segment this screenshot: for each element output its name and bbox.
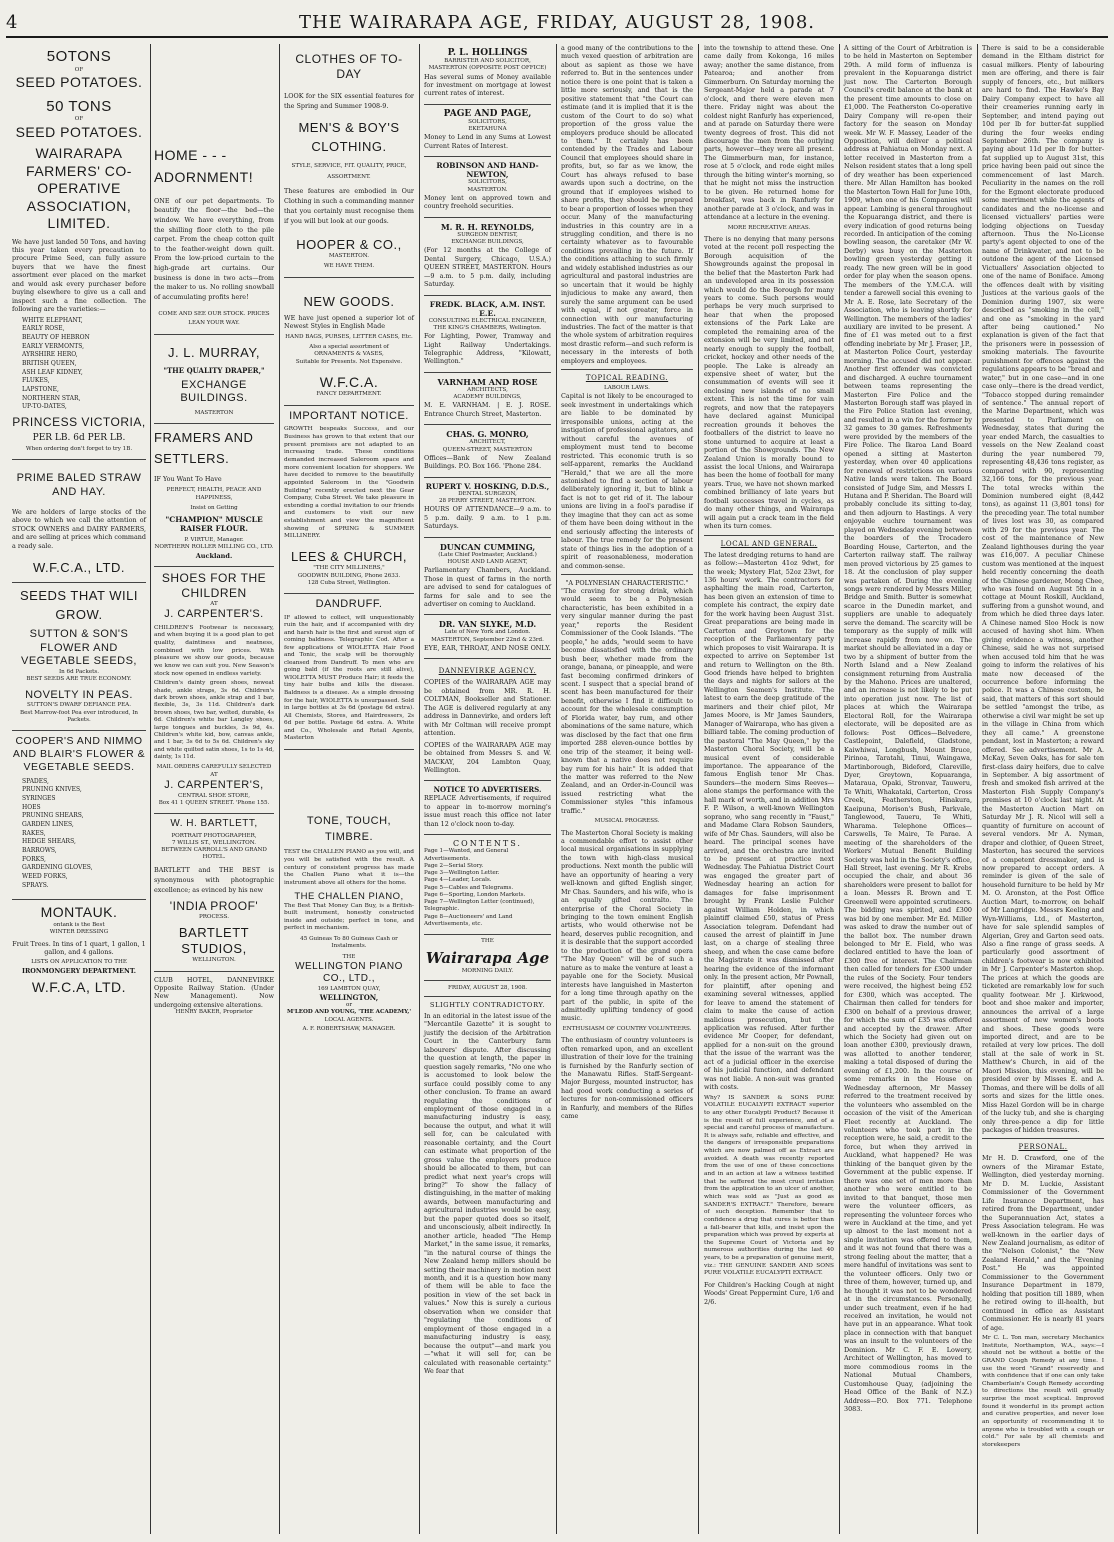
ad-signature: HENRY BAKER, Proprietor [175,1009,253,1016]
ad-line: HOOPER & CO., [296,236,402,252]
column-5 [557,44,697,1534]
ad-note: When ordering don't forget to try 1B. [25,446,133,453]
article-body: There is said to be a considerable demand in the Eltham district for casual milkers. Plenty of labouring men are offering, and there is fair supply of fencers, etc., but milkers are hard to find. The Hawke's Bay Dairy Company expect to have all their creameries running early in September, and intend paying out 10d per lb for butter-fat supplied during the four weeks ending September 26th. The company is paying about 11d per lb for butter-fat supplied up to August 31st, this price having been paid out since the commencement of last March. Peculiarity in the names on the roll for the Egmont electorate produced some merriment while the agents of candidates and the no-license and licensed victuallers' parties were lodging objections on Tuesday afternoon. Thus the No-License party's agent objected to one of the name of Drinkwater, and not to be outdone the agent of the Licensed Victuallers' Association objected to one of the name of Boniface. Among the offences dealt with by visiting Justices at the various gaols of the Dominion during 1907, six were described as "smoking in the cell," and one as "smoking in the yard after being cautioned." No explanation is given of the fact that the prisoners were in possession of smoking materials. The favourite punishment for offences against the regulations appears to be "bread and water," but in one case—and in one case only—there is the dread verdict, "Tobacco stopped during remainder of sentence." The annual report of the Marine Department, which was presented to Parliament on Wednesday, states that during the year ended March, the casualties to vessels on the New Zealand coast during the year numbered 79, representing 48,436 tons register, as compared with 90, representing 32,166 tons, for the previous year. The total wrecks within the Dominion numbered eight (8,442 tons), as against 11 (3,801 tons) for the preceding year. The total number of lives lost was 30, as compared with 29 for the previous year. The cost of the maintenance of New Zealand lighthouses during the year was £16,007. A peculiar Chinese custom was mentioned at the inquest held recently concerning the death of the Chinese gardener, Mong Chee, who was found on August 5th in a cottage at Mount Roskill, Auckland, suffering from a gunshot wound, and from which he died three days later. A Chinese named Sloo Hock is now accused of having shot him. When giving evidence a witness, another Chinese, said he was not surprised when accused told him that he was going to inform the relatives of his mate now deceased of the occurrence before informing the police. It was a Chinese custom, he said, that matters of this sort should be settled "amongst the tribe, as otherwise a civil war might be set up in the village in China from which they all came." A greenstone pendant, lost in Masterton; a reward offered. See advertisement. Mr A. McKay, Seven Oaks, has for sale ten first-class dairy heifers, due to calve in September. A big assortment of fresh and smoked fish arrived at the Masterton Fish Supply Company's premises at 10 o'clock last night. At the Masterton Auction Mart on Saturday Mr J. R. Nicol will sell a quantity of furniture on account of several vendors. Mr A. Nyman, draper and clothier, of Queen Street, Masterton, has secured the services of a competent dressmaker, and is now prepared to accept orders. A reminder is given of the sale of household furniture to be held by Mr M. O. Aronston, at the Post Office Auction Mart, to-morrow, on behalf of Mr Langridge. Messrs Keeling and Wyn-Williams, Ltd., of Masterton, have for sale splendid samples of Algerian, Grey and Garton seed oats. Also a fine range of grass seeds. A particularly good assortment of children's footwear is now exhibited in Mr J. Carpenter's Masterton shop. The prices at which the goods are ticketed are remarkably low for such quality footwear. Mr J. Kirkwood, boot and shoe maker and importer, announces the arrival of a large assortment of new women's boots and shoes. These goods were imported direct, and are to be retailed at very low prices. The doll stall at the sale of work in St. Matthew's Church, in aid of the Maori Mission, this evening, will be presided over by Misses E. and A. Thomas, and there will be dolls of all sorts and sizes for the little ones. Miss Hazel Gordon will be in charge of the lucky tub, and she is charging only three-pence a dip for little packages of hidden treasures. [982,44,1104,1134]
contents-item: Page 5—Cables and Telegrams. [424,884,514,891]
cough-remedy-ad: Mr C. L. Ton man, secretary Mechanics Institute, Northampton, W.A., says:—I should not be without a bottle of the GRAND Cough Remedy at any time. I use the word "Grand" reservedly and with confidence that if one can only take Chamberlain's Cough Remedy according to directions the result will greatly surprise the most sceptical. Improved found it wonderful in its prompt action and curative properties, and never lose an opportunity of recommending it to anyone who is troubled with a cough or cold." For sale by all chemists and storekeepers [982,1334,1104,1448]
ad-line: LOCAL AGENTS. [324,1016,374,1023]
card-body: Offices—Bank of New Zealand Buildings. P.O. Box 166. 'Phone 284. [424,453,551,471]
ad-signature: W.F.C.A. [319,373,379,390]
list-item: FORKS, [22,855,46,863]
ad-title: SEEDS THAT WILI GROW. [19,588,139,622]
list-item: HEDGE SHEARS, [22,838,76,846]
ad-line: 50 TONS [46,97,112,115]
ad-line: LISTS ON APPLICATION TO THE [31,959,127,966]
contents-item: Page 4—Leader, Locals. [424,877,492,884]
list-item: AYRSHIRE HERO, [22,351,78,359]
ad-body: Children's dainty green shoes, neweat shade, ankle straps, 3s 6d. Children's dark brown shoes, ankle strap and 1 bar, flexible, 3s, 3s 11d. Children's dark brown shoes, two bar, welted, durable, 4s 6d. Children's white bar Langley shoes, large tongues and buckles, 3s 9d, 4s. Children's white kid, bow, canvas ankle, and 1 bar, 3s 6d to 5s 6d. Children's sky and white quilted satin shoes, 1s to 1s 4d, dainty, 1s 11d. [154,680,274,760]
column-7 [840,44,976,1534]
card-address: MASTERTON (OPPOSITE POST OFFICE) [428,65,547,72]
card-name: DUNCAN CUMMING, [439,541,536,552]
list-item: SPRAYS. [22,881,49,889]
ad-footer: COME AND SEE OUR STOCK. PRICES LEAN YOUR WAY. [158,311,270,327]
club-hotel-ad [154,972,274,1023]
ad-line: In 6d Packets. [58,669,100,676]
ad-line: 5OTONS [46,48,112,65]
divider [561,369,693,370]
ad-line: BETWEEN CARROLL'S AND GRAND HOTEL. [161,847,267,861]
paper-date: FRIDAY, AUGUST 28, 1908. [447,984,528,991]
divider [982,1138,1104,1139]
article-body: Mr H. D. Crawford, one of the owners of the Miramar Estate, Wellington, died yesterday morning. Mr D. M. Luckie, Assistant Commissioner of the Government Life Insurance Department, has retired from the Department, under the Superannuation Act, states a Press Association telegram. He was well-known in the earlier days of New Zealand journalism, as editor of the "Nelson Colonist," the "New Zealand Herald," and the "Evening Post." He was appointed Commissioner to the Government Insurance Department in 1879, holding that position till 1889, when he retired owing to ill-health, but continued in office as Assistant Commissioner. He is nearly 81 years of age. [982,1154,1104,1332]
divider [704,535,834,536]
ad-line: or [345,1002,353,1009]
column-6 [700,44,838,1534]
professional-card [424,615,551,659]
list-item: EARLY ROSE, [22,325,65,333]
ad-body: We are holders of large stocks of the above to which we call the attention of STOCK OWNERS and DAIRY FARMERS, and are selling at prices which command a ready sale. [12,507,146,550]
ad-title: CLOTHES OF TO-DAY [295,52,403,81]
ad-line: NOVELTY IN PEAS. [25,688,133,701]
ad-body: GROWTH bespeaks Success, and our Business has grown to that extent that our present premises are not adapted to an increasing trade. These conditions demanded increased Saleroom space and more convenient location for shoppers. We have decided to remove to the beautifully appointed Saleroom in the "Goodwin Building" recently erected next the Gear Company, Cuba Street. We take pleasure in extending a cordial invitation to our friends and customers to visit our new establishment and view the magnificent showing of SPRING & SUMMER MILLINERY. [284,426,414,540]
card-role: SOLICITORS, [468,118,507,125]
list-item: PRUNING SHEARS, [22,812,84,820]
card-address: 28 PERRY STREET, MASTERTON. [438,498,537,505]
ad-line: MEN'S & BOY'S CLOTHING. [298,119,400,155]
professional-card [424,44,551,105]
ad-signature: W.F.C.A., LTD. [33,560,125,576]
ad-line: SUTTON'S DWARF DEFIANCE PEA. [26,702,131,709]
dandruff-ad [284,594,414,750]
card-role: BARRISTER AND SOLICITOR, [444,58,531,64]
card-name: CHAS. G. MONRO, [446,429,529,440]
ad-line: Auckland. [195,551,233,560]
price: PER LB. 6d PER LB. [32,433,126,444]
ad-line: 45 Guineas To 80 Guineas Cash or Instalments. [300,936,398,950]
card-address: MASTERTON. [467,186,508,193]
column-4 [420,44,555,1534]
ad-line: HAND BAGS, PURSES, LETTER CASES, Etc. [285,333,413,340]
list-item: BEAUTY OF HEBRON [22,333,90,341]
ad-title: MONTAUK. [40,904,118,921]
card-name: M. R. H. REYNOLDS, [440,221,535,232]
dannevirke-agency [424,659,551,781]
card-body: Money lent on approved town and country freehold securities. [424,193,551,211]
home-adornment-ad [154,140,274,335]
list-item: FLUKES, [22,377,50,385]
article-body: There is no denying that many persons voted at the recent poll respecting the Borough acquisition of the Showgrounds against the proposal in the belief that the Masterton Park had an undeveloped area in its possession which would do the Borough for many years to come. Such persons would perhaps be very much surprised to hear that when the proposed extensions of the Park Lake are completed the remaining area of the extension will be very limited, and not nearly enough to supply the football, cricket, hockey and other needs of the people. The Lake is already an expensive sheet of water, but the consummation of events will see it enclosing new islands of no small extent. This is not the time for vain regrets, and now that the ratepayers have declared against Municipal recreation grounds it behoves the footballers of the district to leave no stone unturned to acquire at least a portion of the Showgrounds. The New Zealand Union is morally bound to assist the local Unions, and Wairarapa has been the home of football for many years. True, we have not shown marked combined brilliancy of late years but football successes travel in cycles, as do many other things, and Wairarapa will again put a crack team in the field when its turn comes. [704,234,834,531]
ad-title: COOPER'S AND NIMMO AND BLAIR'S FLOWER & VEGETABLE SEEDS. [12,735,146,774]
article-body: "The craving for strong drink, which would seem to be a Polynesian characteristic, has been exhibited in a very singular manner during the past year," reports the Resident Commissioner of the Cook Islands. "The people," he adds, "would seem to have become dissatisfied with the ordinary bush beer, whether made from the orange, banana, or pineapple, and were fast becoming confirmed drinkers of scent. I suspect that a special brand of scent has been manufactured for their benefit, otherwise I find it difficult to account for the wholesale consumption of Florida water, bay rum, and other abominations of the same nature, which was disclosed by the fact that one firm imported 288 eleven-ounce bottles by one trip of the steamer, it being well-known that a native does not require bay rum for his hair." It is added that the matter was referred to the New Zealand, and an Order-in-Council was issued restricting what the Commissioner styles "this infamous traffic." [561,587,693,815]
ad-line: J. CARPENTER'S. [164,608,264,621]
card-role: SOLICITORS, [468,179,507,186]
column-8 [978,44,1108,1534]
ad-line: J. CARPENTER'S, [164,778,264,791]
ad-body: These features are embodied in Our Clothing in such a commanding manner that you certainly must recognise them if you will but look at our goods. [284,187,414,225]
ad-title: W. H. BARTLETT, [170,818,258,830]
article-body: In an editorial in the latest issue of the "Mercantile Gazette" it is sought to justify the decision of the Arbitration Court in the Canterbury farm labourers' dispute. After discussing the question at length, the paper in question sagely remarks, "No one who is accustomed to look below the surface could possibly come to any other conclusion. To frame an award regulating the conditions of employment of those engaged in a manufacturing industry is easy, because the output, and what it will sell for, can be calculated with reasonable certainty, and the Court can estimate what proportion of the gross value the employers produce should be allocated to them, but can predict what next year's crops will bring?" To show the fallacy of distinguishing, in the matter of making awards, between manufacturing and agricultural industries would be easy, but the paper quoted does so itself, and unconsciously, albeit indirectly. In another article, headed "The Hemp Market," in the same issue, it remarks, "in the natural course of things the New Zealand hemp millers should be setting their machinery in motion next month, and it is a question how many of them will be able to face the position in view of the set back in values." Now this is surely a curious observation when we consider that "regulating the conditions of employment of those engaged in a manufacturing industry is easy, because the output"—and mark you—"what it will sell for, can be calculated with reasonable certainty." We fear that [424,1011,551,1375]
article-body: The Masterton Choral Society is making a commendable effort to assist other local musical organisations in supplying the town with high-class musical productions. Next month the public will have an opportunity of hearing a very well-known and gifted English singer, Mr Chas. Saunders, and his wife, who is an equally gifted contralto. The enterprise of the Choral Society in bringing to the town eminent English artists, who would otherwise not be heard, deserves public recognition, and it is desirable that the support accorded to the production of the grand opera "The May Queen" will be of such a nature as to make the venture at least a payable one for the Society. Musical interests have languished in Masterton for a long time through apathy on the part of the public, in spite of the admittedly uplifting tendency of good music. [561,828,693,1023]
ad-line: MAIL ORDERS CAREFULLY SELECTED AT [156,764,272,778]
montauk-ad [12,900,146,1002]
card-role: ARCHITECTS, [467,386,508,393]
ad-line: WELLINGTON PIANO CO., LTD., [295,960,403,985]
column-rule [698,44,699,1534]
ad-line: OF [74,116,84,123]
card-name: DR. VAN SLYKE, M.D. [438,619,537,630]
list-item: SPADES, [22,777,49,785]
bartlett-ad [154,814,274,971]
article-heading: TOPICAL READING. [585,374,669,383]
section-heading: DANNEVIRKE AGENCY. [438,667,537,676]
ad-body: IF allowed to collect, will unquestionably ruin the hair, and if accompanied with dry and harsh hair is the first and surest sign of coming baldness. Telegraphic Cod. After a few applications of WIOLETTA Hair Food and Tonic, the scalp will be thoroughly cleansed from Dandruff. To men who are going bald (if the roots are still alive), WIOLETTA MUST Produce Hair; it feeds the tiny hair bulbs and kills the disease. Baldness is a disease. As a simple dressing for the hair, WIOLETTA is unsurpassed. Sold in large bottles at 3s 6d (postage 6d extra). All Chemists, Stores, and Hairdressers, 2s 6d per bottle. Postage 6d extra. A. White and Co., Wholesale and Retail Agents, Masterton [284,614,414,742]
contents-item: Page 7—Wellington Letter (continued), Telegraphic. [424,899,535,913]
card-name: P. L. HOLLINGS [447,48,528,58]
paper-nameplate: Wairarapa Age [425,949,550,968]
cooper-seeds-ad [12,731,146,900]
ad-line: PERFECT, HEALTH, PEACE AND HAPPINESS, [166,487,262,501]
ad-line: Best Marrow-foot Pea ever introduced, In Packets. [19,709,139,723]
murray-ad [154,335,274,424]
card-body: Has several sums of Money available for investment on mortgage at lowest current rates of interest. [424,72,551,98]
article-subheading: LABOUR LAWS. [604,385,650,392]
article-body: The enthusiasm of country volunteers is often remarked upon, and an excellent illustration of their love for the training is furnished by the Ranfurly section of the Manawatu Rifles. Staff-Sergeant-Major Burgess, mounted instructor, has had good work conducting a series of lectures for non-commissioned officers in Ranfurly, and members of the Rifles came [561,1036,693,1121]
ad-title: TONE, TOUCH, TIMBRE. [306,814,392,843]
professional-card [424,373,551,425]
article-heading: ENTHUSIASM OF COUNTRY VOLUNTEERS. [562,1025,692,1032]
ad-line: 7 WILLIS ST., WELLINGTON. [171,839,257,846]
clothes-ad [284,44,414,278]
ad-line: SEED POTATOES. [15,123,143,140]
card-role: DENTAL SURGEON, [458,490,517,497]
ad-title: DANDRUFF. [315,598,383,611]
ad-line: MASTERTON. [328,253,370,260]
contents-box [424,835,551,935]
eucalypti-ad: Why? IS SANDER & SONS PURE VOLATILE EUCALYPTI EXTRACT superior to any other Eucalypti Product? Because it is the result of full experience, and of a special and careful process of manufacture. It is always safe, reliable and effective, and the dangers of irresponsible preparations which are now palmed off as Extract are avoided. A death was recently reported from the use of one of these concoctions and in an action at law a witness testified that he suffered the most cruel irritation from the application to an ulcer of another, which was sold as "Just as good as SANDER'S EXTRACT." Therefore, beware of such deception. Remember that to confidence a drug that cures is better than a fall-bearer that kills, and insist upon the preparation which was proved by experts at the Supreme Court of Victoria and by numerous authorities during the last 40 years, to be a preparation of genuine merit, viz.: THE GENUINE SANDER AND SONS PURE VOLATILE EUCALYPTI EXTRACT. [704,1094,834,1277]
ad-line: THE [342,953,356,960]
ad-line: WE HAVE THEM. [323,263,375,270]
ad-line: STYLE, SERVICE, FIT. QUALITY, PRICE, ASSORTMENT. [291,162,407,181]
column-1 [8,44,150,1534]
ad-line: 'INDIA PROOF' [169,898,259,913]
list-item: RAKES, [22,829,46,837]
card-name: VARNHAM AND ROSE [437,376,538,387]
paper-daily: MORNING DAILY. [461,968,514,975]
notice-to-advertisers [424,781,551,835]
ad-line: 128 Cuba Street, Wellington. [307,579,391,586]
card-address: ACADEMY BUILDINGS, [453,394,522,401]
card-body: (For 12 months at the College of Dental Surgery, Chicago, U.S.A.) QUEEN STREET, MASTERTON. Hours—9 a.m. to 5 p.m. daily, including Saturday. [424,246,551,289]
card-address: HOUSE AND LAND AGENT, [447,558,528,565]
ad-line: Also a special assortment of [309,344,389,351]
ad-line: BARTLETT STUDIOS, [178,924,250,957]
ad-line: FANCY DEPARTMENT. [316,391,382,398]
list-item: WEED FORKS, [22,873,68,881]
card-address: MASTERTON, September 22nd & 23rd. [431,636,544,643]
ad-body: The Best That Money Can Buy, is a British-built instrument, honestly constructed inside and outside; perfect in tone, and perfect in mechanism. [284,902,414,932]
contents-item: Page 8—Auctioneers' and Land Advertisements, etc. [424,913,513,927]
ad-line: ORNAMENTS & VASES, [314,351,384,358]
ad-line: PROCESS. [198,913,230,920]
list-item: GARDEN LINES, [22,820,74,828]
card-address: EKETAHUNA [468,126,507,133]
list-item: BARROWS, [22,847,57,855]
ad-body: BARTLETT and THE BEST is synonymous with photographic excellence; as evinced by his new [154,865,274,894]
section-body: REPLACE Advertisements, if required to appear in to-morrow morning's issue must reach this office not later than 12 o'clock noon to-day. [424,794,551,828]
list-item: EARLY VERMONTS, [22,342,85,350]
piano-ad [284,750,414,1040]
ad-line: BEST SEEDS ARE TRUE ECONOMY. [26,676,132,683]
page-number: 4 [6,12,18,33]
professional-card [424,105,551,157]
article-heading: SLIGHTLY CONTRADICTORY. [429,1000,546,1009]
section-heading: NOTICE TO ADVERTISERS. [433,785,542,795]
list-item: BRITISH QUEEN, [22,360,77,368]
card-address: THE KING'S CHAMBERS, Wellington. [433,324,542,331]
ad-body: Fruit Trees. In tins of 1 quart, 1 gallon, 1 gallon, and 4 gallons. [12,939,146,956]
contents-item: Page 3—Wellington Letter. [424,870,500,877]
ad-signature: A. F. ROBERTSHAW, MANAGER. [302,1025,396,1032]
divider [561,574,693,575]
ad-title: NEW GOODS. [303,293,395,309]
ad-line: WINTER DRESSING [49,929,109,936]
ad-line: OF [74,66,84,73]
masthead [6,10,1108,38]
professional-card [424,218,551,296]
ad-line: 169 LAMBTON QUAY, [317,985,381,992]
contents-item: Page 6—Sporting, London Markets. [424,891,526,898]
paper-the: THE [481,938,494,945]
professional-card [424,296,551,373]
ad-line: WELLINGTON, [319,993,379,1003]
woods-ad: For Children's Hacking Cough at night Woods' Great Peppermint Cure, 1/6 and 2/6. [704,1281,834,1306]
ad-title: SHOES FOR THE CHILDREN [161,570,267,600]
ad-line: "THE QUALITY DRAPER," [163,365,265,375]
framers-ad [154,424,274,566]
new-goods-ad [284,278,414,406]
ad-signature: W.F.C.A, LTD. [31,978,127,995]
article-body: The latest dredging returns to hand are as follow:—Masterton 41oz 9dwt, for the week; Mystery Flat, 52oz 23wt, for 136 hours' work. The contractors for asphalting the main road, Carterton, has been given an extension of time to complete his contract, the expiry date for the work having been August 31st. Great preparations are being made in Carterton and Greytown for the reception of the Parliamentary party which proposes to visit Wairarapa. It is expected to arrive on September 1st and return to Wellington on the 8th. Good friends have helped to brighten the days and nights for sailors at the Wellington Seamen's Institute. The latest to earn the deep gratitude of the mariners and their chief pilot, Mr James Moore, is Mr James Saunders, Manager of Wairarapa, who has given a billiard table. The coming production of the pastoral "The May Queen," by the Masterton Choral Society, will be a musical event of considerable importance. The appearance of the famous English tenor Mr Chas. Saunders—the modern Sims Reeves—alone stamps the performance with the hall mark of worth, and in addition Mrs F. P. Wilson, a well-known Wellington soprano, who sang recently in "Faust," and Madame Clara Robson Saunders, wife of Mr Chas. Saunders, will also be heard. The principal scenes have arrived, and the orchestra are invited to be present at practice next Wednesday. The Pahiatua District Court was engaged the greater part of Wednesday hearing an action for damages for false imprisonment brought by Frank Leslie Fulcher against William Holden, in which plaintiff claimed £50, status of Press Association telegram. Defendant had caused the arrest of plaintiff in June last, on a charge of stealing three sheep, and when the case came before the Magistrate it was dismissed after hearing the evidence of the informant only. In the present action, Mr Pownall, for plaintiff, after opening and examining several witnesses, applied for leave to amend the statement of claim to make the cause of action malicious prosecution, but the application was refused. After further evidence Mr Cooper, for defendant, applied for a non-suit on the ground that the issue of the warrant was the act of a judicial officer in the exercise of his judicial function, and defendant was not liable. A non-suit was granted with costs. [704,550,834,1092]
ad-line: PRINCESS VICTORIA, [12,415,146,430]
ad-body: LOOK for the SIX essential features for the Spring and Summer 1908-9. [284,92,414,110]
ad-line: AT [210,600,218,607]
card-role: ARCHITECT, [469,439,506,446]
card-address: EXCHANGE BUILDINGS, [451,239,524,246]
ad-line: THE CHALLEN PIANO, [294,890,404,902]
article-heading: MORE RECREATIVE AREAS. [727,224,811,231]
contents-item: Page 2—Serial Story. [424,862,484,869]
ad-line: CENTRAL SHOE STORE, [177,792,251,799]
ad-line: LEES & CHURCH, [290,549,408,565]
professional-card [424,538,551,616]
list-item: WHITE ELEPHANT, [22,316,83,324]
list-item: HOES [22,803,41,811]
card-name: PAGE AND PAGE, [443,108,532,119]
card-body: HOURS OF ATTENDANCE—9 a.m. to 5 p.m. daily. 9 a.m. to 1 p.m. Saturdays. [424,505,551,531]
card-body: For Lighting, Power, Tramway and Light Railway Undertakings. Telegraphic Address, "Kilowatt, Wellington." [424,332,551,366]
card-name: FREDK. BLACK, A.M. INST. E.E. [429,299,546,318]
ad-body: WE have just opened a superior lot of Newest Styles in English Made [284,313,414,331]
editorial-section [424,935,551,1375]
ad-line: IRONMONGERY DEPARTMENT. [21,966,137,975]
shoes-ad [154,567,274,814]
ad-line: Suitable for Presents. Not Expensive. [295,358,403,365]
ad-body: ONE of our pet departments. To beautify the floor—the bed—the window. We have everything, from the shilling floor cloth to the pile carpet. From the cheap cotton quilt to the feather-weight down quilt. From the low-priced curtain to the high-grade art curtains. Our business is done in two acts—from the maker to us. No rolling snowball of accumulating profits here! [154,196,274,301]
straw-hay-ad [12,460,146,583]
ad-line: EXCHANGE BUILDINGS. [180,378,248,405]
list-item: GARDENING GLOVES, [22,864,93,872]
divider [424,980,551,981]
ad-body: TEST the CHALLEN PIANO as you will, and you will be satisfied with the result. A century of consistent progress has made the Challen Piano what it is—the instrument above all others for the home. [284,849,414,887]
ad-line: PORTRAIT PHOTOGRAPHER, [171,832,257,839]
list-item: UP-TO-DATES, [22,403,67,411]
article-body: a good many of the contributions to the much vexed question of arbitration are about as sapient as those we have referred to. But in the sentences under notice there is one point that is taken a little more seriously, and that is the positive statement that "the Court can estimate (and it is implied that it is the custom of the Court to do so) what proportion of the gross value the employers produce should be allocated to them." It certainly has been contended by the Trades and Labour Council that employees should share in profits, but, so far as we know, the Court has always refused to base awards upon such a doctrine, on the ground that if employees wished to share profits, they should be prepared to bear a proportion of losses when they occur. Many of the manufacturing industries in this country are in a struggling condition, and there is no certainty whatever as to favourable conditions prevailing in the future. If the conditions attaching to such firmly and widely established industries as our agricultural and pastoral industries are so uncertain that it would be highly injudicious to make any award, then surely the same argument can be used with equal, if not greater, force in connection with our manufacturing industries. The fact of the matter is that the whole system of arbitration requires most drastic reform—and such reform is necessary in the interests of both employers and employees. [561,44,693,365]
article-heading: MUSICAL PROGRESS. [594,818,660,825]
card-role: SURGEON DENTIST, [457,231,518,238]
ad-title: PRIME BALED STRAW AND HAY. [16,472,142,499]
section-body: COPIES of the WAIRARAPA AGE may be obtained from MR. R. H. COLTMAN, Bookseller and Stationer. The AGE is delivered regularly at any address in Dannevirke, and orders left with Mr Coltman will receive prompt attention. [424,678,551,738]
professional-card [424,157,551,217]
ad-title: FRAMERS AND SETTLERS. [154,430,254,467]
ad-line: M'LEOD AND YOUNG, 'THE ACADEMY,' [286,1009,412,1016]
ad-body: We have just landed 50 Tons, and having this year taken every precaution to procure Prime Seed, can fully assure buyers that we have the finest assortment ever placed on the market and would ask every purchaser before buying elsewhere to give us a call and inspect such a fine collection. The following are the varieties:— [12,237,146,314]
list-item: SYRINGES [22,794,56,802]
ad-line: Insist on Getting [190,504,238,511]
ad-title: HOME - - - ADORNMENT! [154,147,254,186]
professional-card [424,478,551,538]
advertiser-name: WAIRARAPA FARMERS' CO-OPERATIVE ASSOCIATION, LIMITED. [26,145,132,232]
ad-line: P. VIRTUE, Manager. [184,537,244,544]
ad-company: SUTTON & SON'S FLOWER AND VEGETABLE SEEDS, [20,627,137,668]
ad-line: IF You Want To Have [154,474,222,483]
divider [424,996,551,997]
newspaper-title: THE WAIRARAPA AGE, FRIDAY, AUGUST 28, 1908. [298,12,816,33]
article-heading: "A POLYNESIAN CHARACTERISTIC." [565,579,689,587]
card-name: RUPERT V. HOSKING, D.D.S., [425,481,550,491]
article-heading: LOCAL AND GENERAL. [720,539,818,548]
card-body: Money to Lend in any Sums at Lowest Current Rates of Interest. [424,133,551,150]
ad-line: NORTHERN ROLLER MILLING CO., LTD. [154,544,274,551]
list-item: ASH LEAF KIDNEY, [22,368,83,376]
ad-line: ontank is the Best [53,921,105,928]
card-body: M. E. VARNHAM. | E. J. ROSE. Entrance Church Street, Masterton. [424,401,551,418]
ad-line: MASTERTON [194,410,234,417]
card-role: (Late Chief Postmaster, Auckland.) [438,551,537,558]
list-item: NORTHERN STAR, [22,394,81,402]
ad-line: SEED POTATOES. [15,74,143,91]
card-name: ROBINSON AND HAND-NEWTON, [436,161,539,180]
article-body: into the township to attend these. One came daily from Kokonga, 16 miles away; another the same distance, from Patearoa; and another from Gimmerburn. On Saturday morning the Sergeant-Major held a parade at 7 o'clock, and there were eleven men there. Friday night was about the coldest night Ranfurly has experienced, and at parade on Saturday there were twenty degrees of frost. This did not discourage the men from the outlying parts, however—they were all present. The Gimmerburn man, for instance, rose at 5 o'clock, and rode eight miles through the biting winter's morning, so that he might not miss the instruction to be given. He returned home for breakfast, was back in Ranfurly for another parade at 3 o'clock, and was in attendance at a lecture in the evening. [704,44,834,222]
card-body: EYE, EAR, THROAT, AND NOSE ONLY. [424,644,551,652]
list-item: LAPSTONE, [22,386,59,394]
article-heading: PERSONAL. [1018,1143,1068,1152]
ad-line: "CHAMPION" MUSCLE RAISER FLOUR. [165,515,263,534]
ad-body: CHILDREN'S Footwear is necessary, and when buying it is a good plan to get quality, daintiness and neatness, combined with low prices. With pleasure we show our goods, because we know we can suit you. New Season's stock now opened in endless variety. [154,624,274,677]
card-address: QUEEN-STREET, MASTERTON [442,446,533,453]
important-notice-ad [284,406,414,594]
section-body: COPIES of the WAIRARAPA AGE may be obtained from Messrs S. and W. MACKAY, 204 Lambton Quay, Wellington. [424,740,551,774]
contents-item: Page 1—Wanted, and General Advertisements. [424,848,509,862]
ad-line: GOODWIN BUILDING, Phone 2633. [297,572,401,579]
article-body: Capital is not likely to be encouraged to seek investment in undertakings which are liable to be dominated by irresponsible unions, acting at the instigation of professional agitators, and without careful the avenues of employment must tend to become restricted. This economic truth is so self-apparent, remarks the Auckland "Herald," that we are all the more astonished to find a section of labour deliberately ignoring it, but to blink a fact is not to get rid of it. The labour unions are living in a fool's paradise if they imagine that they can act as some of them have been doing without in the end seriously affecting the interests of labour. The true remedy for the present state of things lies in the adoption of a spirit of reasonableness, moderation and common-sense. [561,392,693,570]
professional-card [424,425,551,477]
article-body: A sitting of the Court of Arbitration is to be held in Masterton on September 29th. A mild form of influenza is prevalent in the Kopuaranga district just now. The Carterton Borough Council's credit balance at the bank at the present time amounts to close on £1,000. The Featherston Co-operative Dairy Company will re-open their factory for the season on Monday week. Mr W. F. Massey, Leader of the Opposition, will deliver a political address at Pahiatua on Monday next. A letter received in Masterton from a Nelson resident states that a long spell of dry weather has been experienced there. Mr Allan Hamilton has booked the Masterton Town Hall for June 10th, 1909, when one of his Companies will appear. Lambing is general throughout the Kopuaranga district, and there is every indication of good returns being recorded. In anticipation of the coming bowling season, the caretaker (Mr W. Derby) was busy on the Masterton bowling green yesterday getting it ready. The new green will be in good order for play when the season opens. The members of the Y.M.C.A. will tender a farewell social this evening to Mr A. E. Rose, late Secretary of the Association, who is leaving shortly for Wellington. The members of the ladies' auxiliary are invited to be present. A fine of £1 was meted out to a first offending inebriate by Mr J. Fraser, J.P., at Masterton Police Court, yesterday morning. The accused did not appear. Another first offender was convicted and discharged. A euchre tournament between teams representing the Masterton Fire Police and the Masterton Borough staff was played in the Fire Police Station last evening, and resulted in a win for the former by 32 games to 30 games. Refreshments were provided by the members of the Fire Police. The Ikaroa Land Board opened a sitting at Masterton yesterday, when over 40 applications for renewal of restrictions on various Native lands were taken. The Board consisted of Judge Sim, and Messrs I. Hutana and P. Sheridan. The Board will probably conclude its sitting to-day, and then adjourn to Hastings. A very enjoyable euchre tournament was played on Wednesday evening between the boarders of the Trocadero Boarding House, Carterton, and the Carterton railway staff. The railway men proved victorious by 25 games to 18. At the conclusion of play supper was partaken of. During the evening songs were rendered by Messrs Miller, Bridge and Smith. Butter is somewhat scarce in the Dunedin market, and suppliers are unable to adequately serve the demand. The scarcity will be temporary as the supply of milk will increase rapidly from now on. The market should be alleviated in a day or two by a shipment of butter from the North Island and a New Zealand consignment returning from Australia by the Mahono. Prices are unaltered, and an increase is not likely to be put into operation just now. The list of places at which the Wairarapa Electoral Roll, for the Wairarapa electorate, will be deposited are as follows: Post Offices—Belvedere, Castlepoint, Dalefield, Gladstone, Kaiwhiwai, Longbush, Mount Bruce, Pirinoa, Taratahi, Tinui, Waingawa, Martinborough, Bideford, Clareville, Dyer, Greytown, Kopuaranga, Mataraua, Opaki, Stronvar, Tauweru, Te Whiti, Whakataki, Carterton, Cross Creek, Featherston, Hinakura, Kaeipuna, Morison's Bush, Parkvale, Tanglewood, Taueru, Te Whiti, Wharama. Telephone Offices—Carswells, Te Maire, Te Parae. A meeting of the shareholders of the Workers' Mutual Benefit Building Society was held in the Society's office, Hall Street, last evening. Mr R. Krebs occupied the chair, and about 36 shareholders were present to ballot for a loan. Messrs R. Brown and T. Greenwell were appointed scrutineers. The bidding was spirited, and £300 was bid by one member. Mr Ed. Miller was asked to draw the number out of the ballot box. The number drawn belonged to Mr E. Field, who was declared entitled to have the loan of £300 free of interest. The Chairman then called for tenders for £300 under the rules of the Society. Four tenders were received, the highest being £52 for £300, which was accepted. The Chairman then called for tenders for £300 on behalf of a previous drawer, for which the sum of £35 was offered and accepted by the drawer. After which the Society had given out on loan another £300, previously drawn, was allotted to another tenderer, making a total disposed of during the evening of £1,200. In the course of some remarks in the House on Wednesday afternoon, Mr Massey referred to the treatment received by the volunteers who assembled on the occasion of the visit of the American Fleet recently at Auckland. The volunteers who took part in the reception were, he said, a credit to the force, but when they arrived in Auckland, what happened? He was thinking of the banquet given by the Government at the public expense. If there was one set of men more than another who were entitled to be invited to that banquet, those men were the volunteer officers, as representing the volunteer forces who were in Auckland at the time, and yet up almost to the last moment not a single invitation was offered to them, and it was not found that there was a strong feeling about the matter, that a mere handful of invitations was sent to the volunteer officers. Only two or three of them, however, turned up, and he thought it was not to be wondered at in the circumstances. Personally, under such treatment, even if he had received an invitation, he would not have put in an appearance. What took place in connection with that banquet was an insult to the volunteers of the Dominion. Mr C. F. E. Lowery, Architect of Wellington, has moved to more commodious rooms in the National Mutual Chambers, Customhouse Quay, (adjoining the Head Office of the Bank of N.Z.) Address—P.O. Box 771. Telephone 3083. [844,44,972,1413]
section-heading: CONTENTS. [453,839,522,849]
ad-title: IMPORTANT NOTICE. [289,409,409,422]
tool-list [22,778,146,891]
list-item: PRUNING KNIVES, [22,786,82,794]
ad-title: J. L. MURRAY, [168,345,260,361]
card-role: Late of New York and London. [444,629,531,636]
ad-line: "THE CITY MILLINERS," [313,565,385,572]
column-3 [280,44,418,1534]
variety-list [22,317,146,413]
ad-line: Box 41 1 QUEEN STREET. 'Phone 155. [158,799,270,806]
column-2 [150,44,278,1534]
sutton-seeds-ad [12,583,146,731]
card-body: Parliamentary Chambers, Auckland. Those in quest of farms in the north are advised to send for catalogues of farms for sale and to see the advertiser on coming to Auckland. [424,566,551,609]
card-role: CONSULTING ELECTRICAL ENGINEER, [428,317,547,324]
seed-potatoes-ad [12,44,146,460]
ad-line: WELLINGTON. [192,957,236,964]
ad-body: CLUB HOTEL, DANNEVIRKE Opposite Railway Station. (Under New Management). Now undergoing extensive alterations. [154,975,274,1009]
